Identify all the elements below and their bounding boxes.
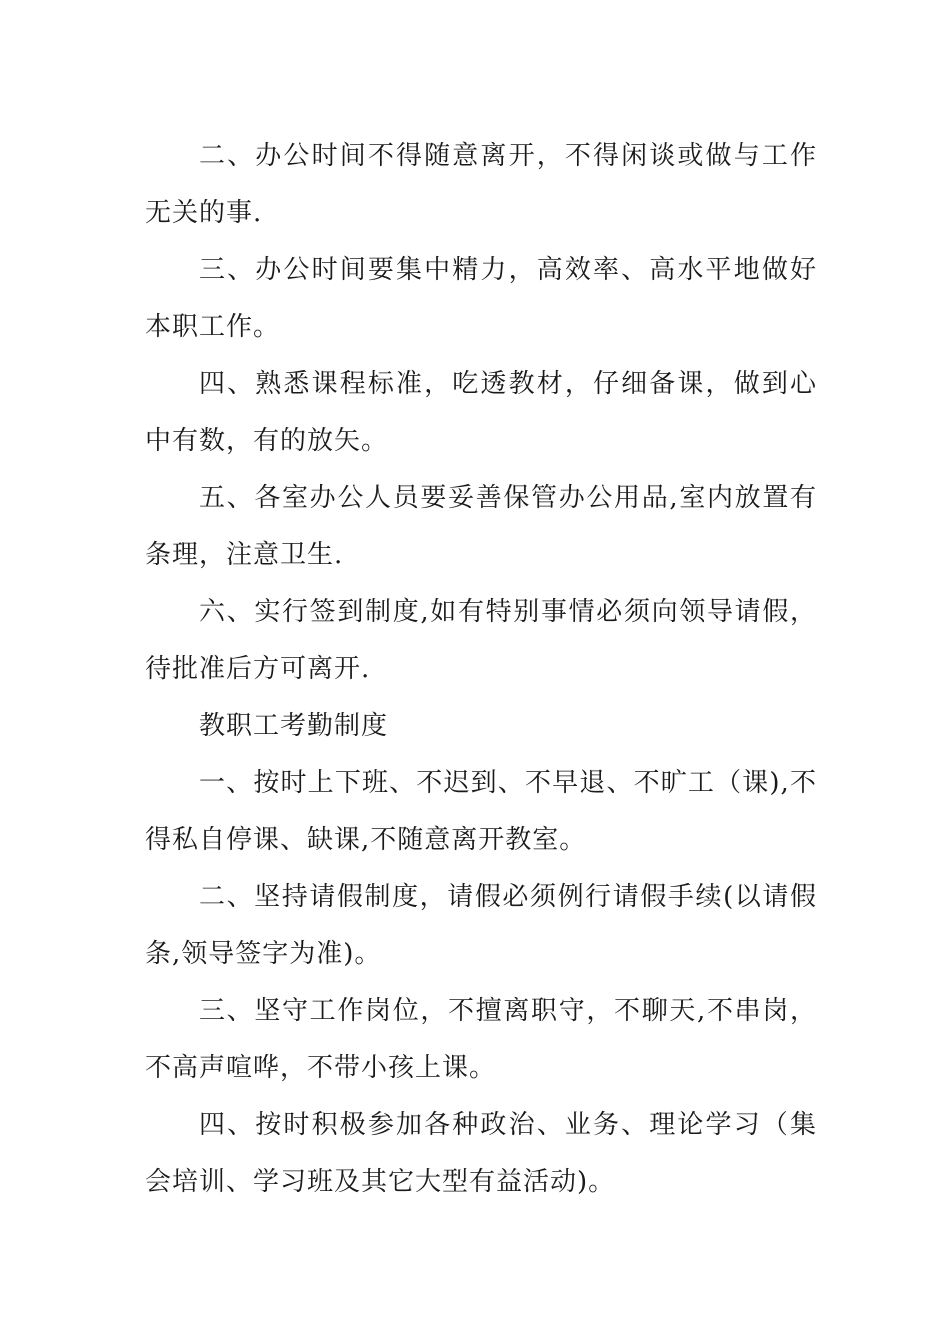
paragraph-office-rule-6: 六、实行签到制度,如有特别事情必须向领导请假，待批准后方可离开. <box>145 597 817 684</box>
paragraph-office-rule-4: 四、熟悉课程标准，吃透教材，仔细备课，做到心中有数，有的放矢。 <box>145 369 817 456</box>
paragraph-office-rule-5: 五、各室办公人员要妥善保管办公用品,室内放置有条理，注意卫生. <box>145 483 817 570</box>
document-body <box>145 128 817 1211</box>
paragraph-office-rule-3: 三、办公时间要集中精力，高效率、高水平地做好本职工作。 <box>145 255 817 342</box>
section-title: 教职工考勤制度 <box>199 711 389 741</box>
paragraph-office-rule-2: 二、办公时间不得随意离开，不得闲谈或做与工作无关的事. <box>145 141 817 228</box>
paragraph-attendance-rule-1: 一、按时上下班、不迟到、不早退、不旷工（课),不得私自停课、缺课,不随意离开教室。 <box>145 768 817 855</box>
paragraph-attendance-rule-4: 四、按时积极参加各种政治、业务、理论学习（集会培训、学习班及其它大型有益活动)。 <box>145 1110 817 1197</box>
paragraph-attendance-rule-2: 二、坚持请假制度，请假必须例行请假手续(以请假条,领导签字为准)。 <box>145 882 817 969</box>
paragraph-attendance-rule-3: 三、坚守工作岗位，不擅离职守，不聊天,不串岗，不高声喧哗，不带小孩上课。 <box>145 996 817 1083</box>
